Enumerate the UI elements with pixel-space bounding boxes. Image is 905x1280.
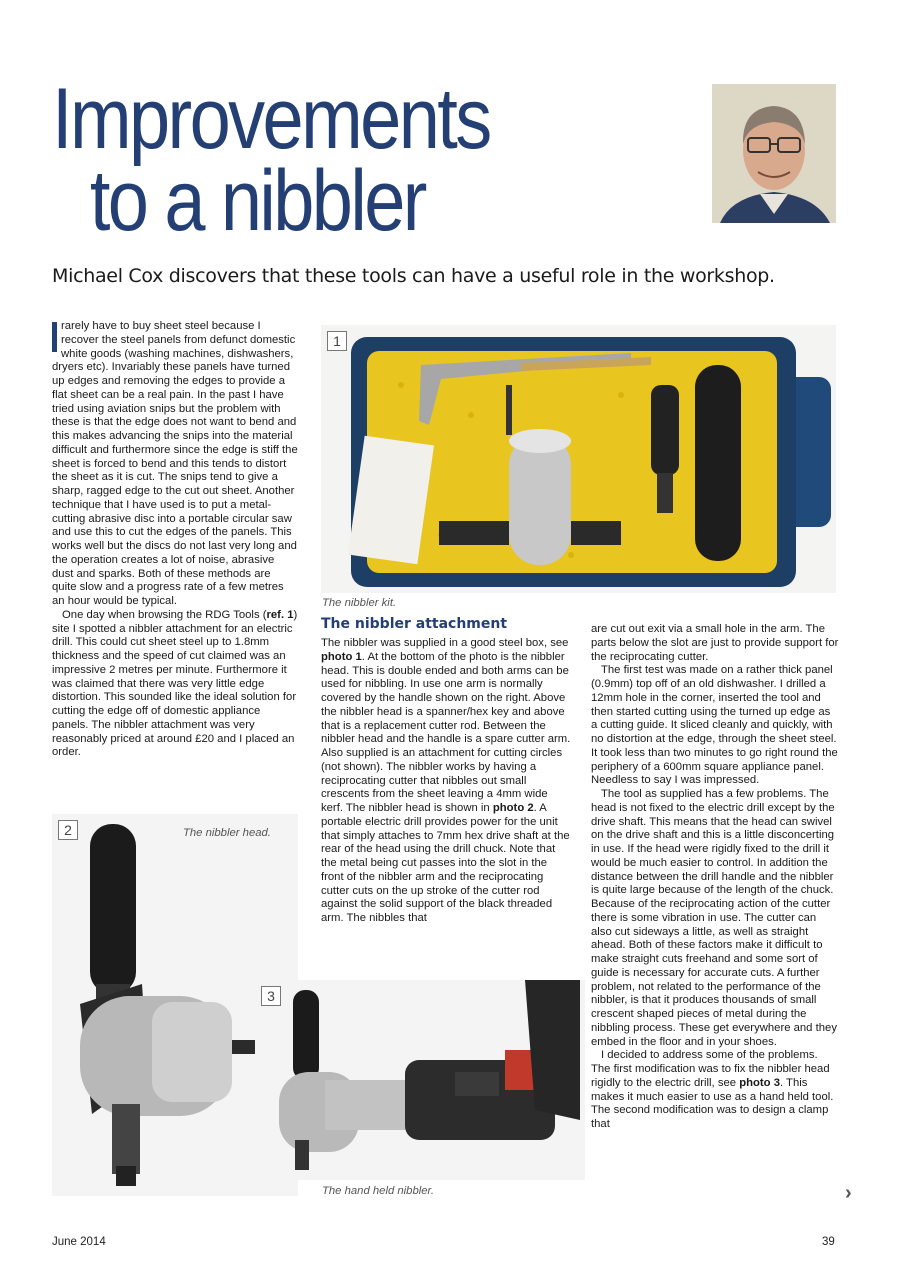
photo-2-ref: photo 2: [492, 802, 534, 814]
drop-cap: [52, 322, 57, 352]
continue-arrow-icon: ›: [845, 1182, 852, 1204]
col3-paragraph-4: I decided to address some of the problems. The first modification was to fix the nibbler head rigidly to the electric drill, see photo 3. This makes it much easier to use as a hand held tool. The second modification was to design a clamp that: [591, 1049, 834, 1130]
col1-paragraph-2: One day when browsing the RDG Tools (ref. 1) site I spotted a nibbler attachment for an electric drill. This could cut sheet steel up to 1.8mm thickness and the speed of cut claimed was an impressive 2 metres per minute. Furthermore it was claimed that there was very little edge distortion. This sounded like the ideal solution for cutting the edge off of domestic appliance panels. The nibbler attachment was very reasonably priced at around £20 and I placed an order.: [52, 608, 298, 759]
photo-3-caption: The hand held nibbler.: [322, 1185, 435, 1197]
standfirst: Michael Cox discovers that these tools can have a useful role in the workshop.: [52, 265, 775, 287]
photo-1-ref: photo 1: [321, 650, 362, 663]
photo-3-ref: photo 3: [739, 1076, 780, 1089]
col3-paragraph-2: The first test was made on a rather thick panel (0.9mm) top off of an old dishwasher. I drilled a 12mm hole in the corner, inserted the tool and then started cutting using the turned up edge as a cutting guide. It sliced cleanly and quickly, with no distortion at the edge, through the sheet steel. It took less than two minutes to go right round the periphery of a 600mm square appliance panel. Needless to say I was impressed.: [591, 664, 838, 787]
title-line-2: to a nibbler: [89, 153, 425, 249]
column-1: [52, 320, 298, 760]
photo-3-number: 3: [261, 986, 281, 1006]
photo-1-number: 1: [327, 331, 347, 351]
photo-2-number: 2: [58, 820, 78, 840]
photo-1-caption: The nibbler kit.: [322, 597, 397, 609]
photo-nibbler-kit: [321, 325, 836, 593]
col3-paragraph-3: The tool as supplied has a few problems. The head is not fixed to the electric drill except by the drive shaft. This means that the head can swivel on the drive shaft and this is a little disconcerting in use. If the head were rigidly fixed to the drill it would be much easier to control. In addition the distance between the drill handle and the nibbler is quite large because of the length of the chuck. Because of the reciprocating action of the cutter there is some vibration in use. The cutter can also cut sideways a little, as well as straight ahead. Both of these factors make it difficult to make straight cuts freehand and some sort of guide is necessary for accurate cuts. A further problem, not related to the performance of the nibbler, is that it produces thousands of small crescent shaped pieces of metal during the nibbling process. These get everywhere and they embed in the floor and in your shoes.: [591, 788, 837, 1048]
col3-paragraph-1: are cut out exit via a small hole in the arm. The parts below the slot are just to provide support for the reciprocating cutter.: [591, 623, 839, 663]
column-2: [321, 637, 571, 926]
page-number: 39: [822, 1236, 835, 1248]
photo-2-caption: The nibbler head.: [183, 827, 271, 839]
footer-date: June 2014: [52, 1236, 106, 1248]
column-3: [591, 623, 839, 1132]
ref-1: ref. 1: [266, 608, 294, 621]
article-title: [52, 71, 490, 249]
col2-paragraph-1: The nibbler was supplied in a good steel box, see photo 1. At the bottom of the photo is the nibbler head. This is double ended and both arms can be used for nibbling. In use one arm is normally covered by the handle shown on the right. Above the nibbler head is a spanner/hex key and above that is a replacement cutter rod. Between the nibbler head and the handle is a spare cutter arm. Also supplied is an attachment for cutting circles (not shown). The nibbler works by having a reciprocating cutter that nibbles out small crescents from the sheet leaving a 4mm wide kerf. The nibbler head is shown in photo 2. A portable electric drill provides power for the unit that simply attaches to 7mm hex drive shaft at the rear of the head using the drill chuck. Note that the metal being cut passes into the slot in the front of the nibbler arm and the reciprocating cutter cuts on the up stroke of the cutter rod against the solid support of the black threaded arm. The nibbles that: [321, 637, 571, 924]
photo-hand-held-nibbler: [255, 980, 585, 1180]
section-subhead: The nibbler attachment: [321, 616, 508, 632]
author-portrait: [712, 84, 836, 223]
col1-paragraph-1: rarely have to buy sheet steel because I recover the steel panels from defunct domestic white goods (washing machines, dishwashers, dryers etc). Invariably these panels have turned up edges and removing the edges to provide a flat sheet can be a real pain. In the past I have tried using aviation snips but the problem with these is that the edge does not want to bend and this makes advancing the snips into the material difficult and furthermore since the edge is stiff the sheet is forced to bend and this tends to distort the sheet as it is cut. The snips tend to give a sharp, ragged edge to the cut out sheet. Another technique that I have used is to put a metal-cutting abrasive disc into a portable circular saw and use this to cut the edges of the panels. This works well but the discs do not last very long and the operation creates a lot of noise, abrasive dust and sparks. Both of these methods are quite slow and a progress rate of a few metres an hour would be typical.: [52, 320, 298, 607]
title-line-1: Improvements: [52, 71, 490, 167]
